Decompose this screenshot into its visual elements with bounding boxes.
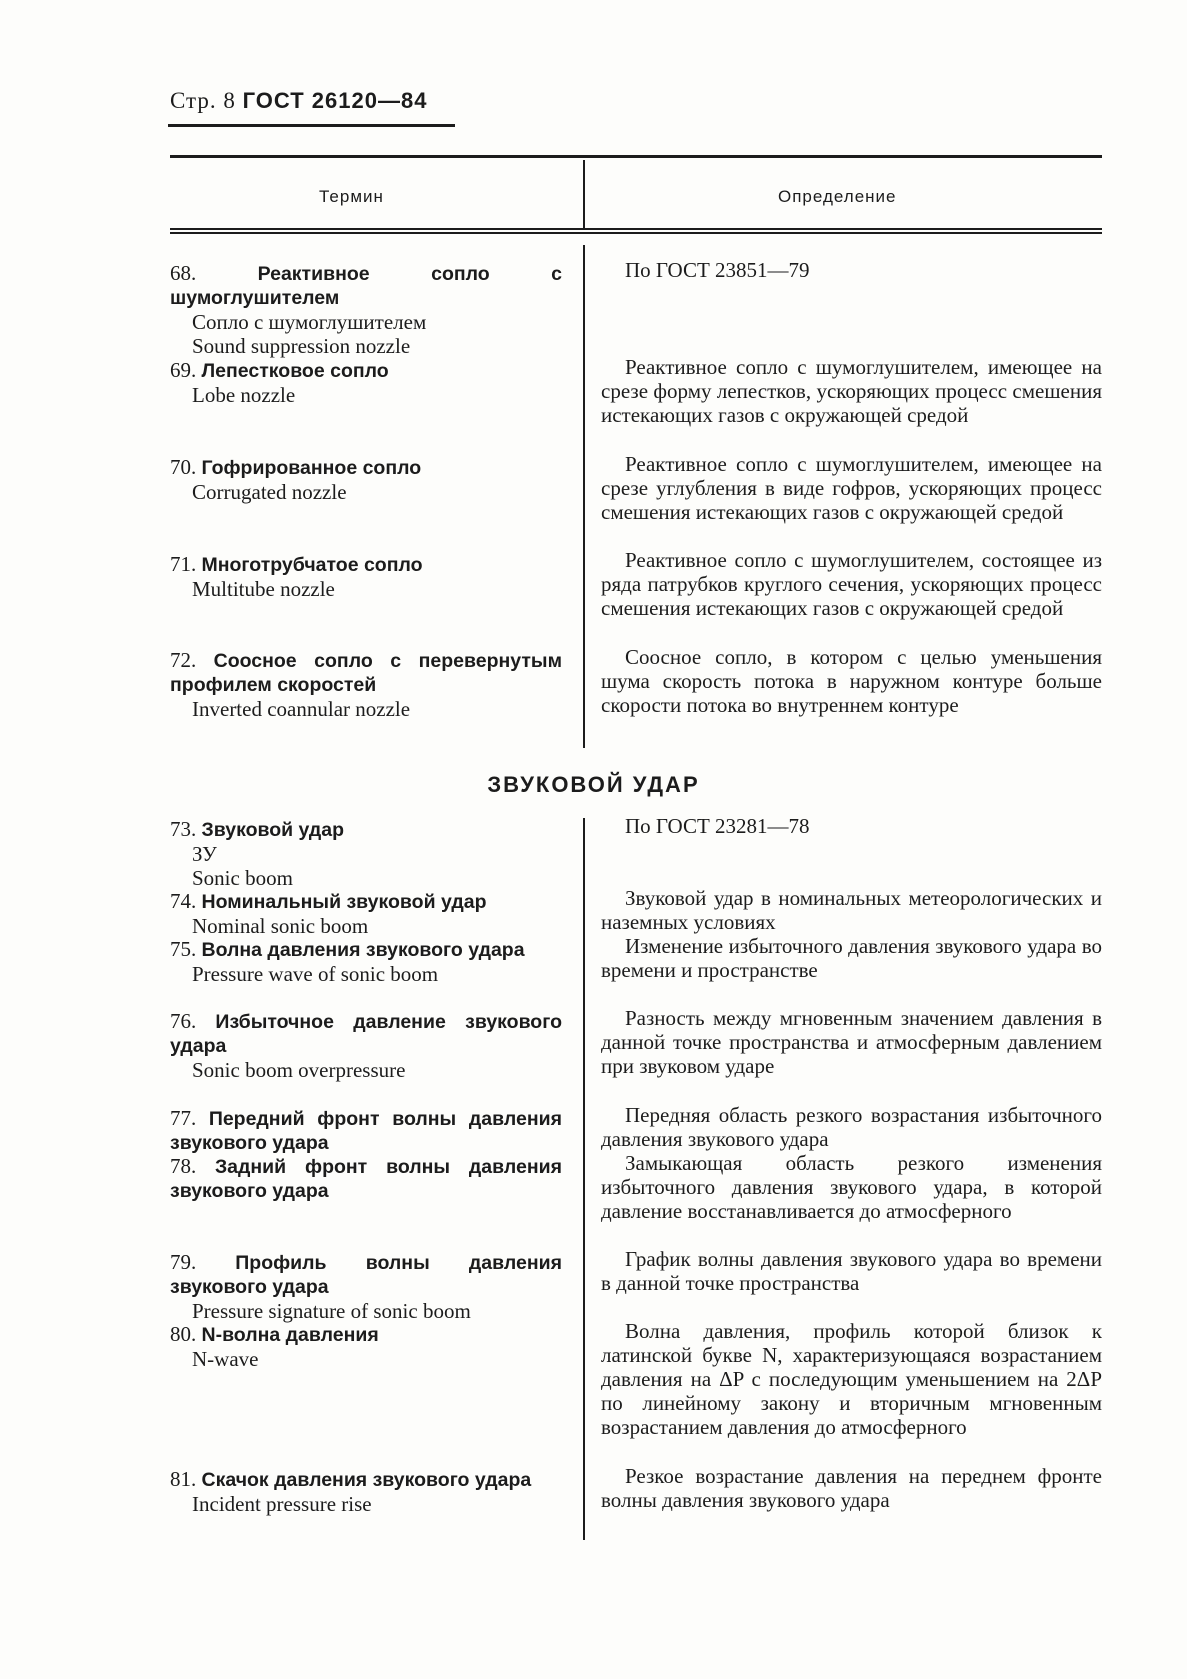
term-entry	[170, 937, 562, 986]
table-top-rule	[170, 155, 1102, 158]
term-text: Лепестковое сопло	[201, 360, 389, 382]
term-text: Избыточное давление звукового удара	[170, 1011, 562, 1057]
term-title	[170, 648, 562, 697]
term-entry	[170, 261, 562, 358]
term-number: 78.	[170, 1154, 215, 1178]
term-entry	[170, 552, 562, 601]
term-entry	[170, 648, 562, 721]
term-synonym: Pressure signature of sonic boom	[192, 1299, 471, 1323]
term-number: 74.	[170, 889, 202, 913]
term-text: Многотрубчатое сопло	[201, 554, 423, 576]
term-text: Реактивное сопло с шумоглушителем	[170, 263, 562, 309]
term-title	[170, 1009, 562, 1058]
term-synonym: Multitube nozzle	[192, 577, 335, 601]
term-text: Номинальный звуковой удар	[201, 891, 487, 913]
standard-number: ГОСТ 26120—84	[242, 88, 428, 113]
definition-entry: Соосное сопло, в котором с целью уменьшения шума скорость потока в наружном контуре больше скорости потока во внутреннем контуре	[601, 645, 1102, 717]
definition-entry: Резкое возрастание давления на переднем фронте волны давления звукового удара	[601, 1464, 1102, 1512]
term-title	[170, 937, 562, 962]
definition-entry: Реактивное сопло с шумоглушителем, состоящее из ряда патрубков круглого сечения, ускоряющих процесс смешения истекающих газов с окружающей средой	[601, 548, 1102, 620]
definition-entry: Изменение избыточного давления звукового удара во времени и пространстве	[601, 934, 1102, 982]
column-divider-upper	[583, 245, 585, 748]
section-title: ЗВУКОВОЙ УДАР	[487, 772, 700, 797]
term-number: 69.	[170, 358, 202, 382]
term-synonym: Pressure wave of sonic boom	[192, 962, 439, 986]
definition-entry: Звуковой удар в номинальных метеорологических и наземных условиях	[601, 886, 1102, 934]
page-number: Стр. 8	[170, 88, 236, 113]
term-entry	[170, 1250, 562, 1323]
term-title	[170, 817, 562, 842]
term-entry	[170, 1106, 562, 1155]
term-entry	[170, 889, 562, 938]
term-number: 72.	[170, 648, 214, 672]
term-title	[170, 455, 562, 480]
term-synonym: Sonic boom overpressure	[192, 1058, 406, 1082]
term-entry	[170, 817, 562, 890]
definition-entry: Разность между мгновенным значением давления в данной точке пространства и атмосферным давлением при звуковом ударе	[601, 1006, 1102, 1078]
column-header-definition: Определение	[778, 187, 897, 206]
term-title	[170, 1250, 562, 1299]
definition-entry: График волны давления звукового удара во времени в данной точке пространства	[601, 1247, 1102, 1295]
term-number: 80.	[170, 1322, 202, 1346]
term-title	[170, 552, 562, 577]
term-synonym: Сопло с шумоглушителем	[192, 310, 427, 334]
term-number: 68.	[170, 261, 258, 285]
header-underline	[168, 124, 455, 127]
term-text: Соосное сопло с перевернутым профилем скоростей	[170, 650, 562, 696]
table-header-rule	[170, 228, 1102, 234]
term-text: Скачок давления звукового удара	[201, 1469, 532, 1491]
term-text: Гофрированное сопло	[201, 457, 422, 479]
term-number: 76.	[170, 1009, 216, 1033]
term-number: 70.	[170, 455, 202, 479]
term-number: 73.	[170, 817, 202, 841]
term-synonym: Inverted coannular nozzle	[192, 697, 411, 721]
column-divider-lower	[583, 818, 585, 1540]
term-number: 79.	[170, 1250, 236, 1274]
term-entry	[170, 455, 562, 504]
definition-entry: Передняя область резкого возрастания избыточного давления звукового удара	[601, 1103, 1102, 1151]
term-title	[170, 1322, 562, 1347]
term-synonym: Corrugated nozzle	[192, 480, 347, 504]
term-synonym: Sonic boom	[192, 866, 293, 890]
definition-entry: Замыкающая область резкого изменения избыточного давления звукового удара, в которой давление восстанавливается до атмосферного	[601, 1151, 1102, 1223]
definition-entry: По ГОСТ 23851—79	[625, 258, 810, 282]
column-header-term: Термин	[319, 187, 384, 206]
definition-entry: Реактивное сопло с шумоглушителем, имеющее на срезе форму лепестков, ускоряющих процесс смешения истекающих газов с окружающей средой	[601, 355, 1102, 427]
term-text: Звуковой удар	[201, 819, 345, 841]
term-number: 81.	[170, 1467, 202, 1491]
term-entry	[170, 358, 562, 407]
definition-entry: Реактивное сопло с шумоглушителем, имеющее на срезе углубления в виде гофров, ускоряющих процесс смешения истекающих газов с окружающей средой	[601, 452, 1102, 524]
term-number: 71.	[170, 552, 202, 576]
term-title	[170, 1467, 562, 1492]
term-title	[170, 1106, 562, 1155]
term-text: Задний фронт волны давления звукового удара	[170, 1156, 562, 1202]
term-entry	[170, 1467, 562, 1516]
term-synonym: N-wave	[192, 1347, 259, 1371]
term-text: Профиль волны давления звукового удара	[170, 1252, 562, 1298]
page-header	[170, 88, 427, 114]
definition-entry: По ГОСТ 23281—78	[625, 814, 810, 838]
term-synonym: Sound suppression nozzle	[192, 334, 411, 358]
definition-entry: Волна давления, профиль которой близок к латинской букве N, характеризующаяся возрастанием давления на ΔP с последующим уменьшением на 2ΔP по линейному закону и вторичным мгновенным возрастанием давления до атмосферного	[601, 1319, 1102, 1439]
term-number: 77.	[170, 1106, 209, 1130]
column-divider-header	[583, 160, 585, 230]
term-text: Волна давления звукового удара	[201, 939, 525, 961]
term-entry	[170, 1322, 562, 1371]
term-number: 75.	[170, 937, 202, 961]
term-synonym: Nominal sonic boom	[192, 914, 369, 938]
term-synonym: Lobe nozzle	[192, 383, 296, 407]
term-title	[170, 358, 562, 383]
term-title	[170, 1154, 562, 1203]
term-synonym: ЗУ	[192, 842, 217, 866]
term-text: Передний фронт волны давления звукового удара	[170, 1108, 563, 1154]
term-synonym: Incident pressure rise	[192, 1492, 372, 1516]
term-title	[170, 889, 562, 914]
term-text: N-волна давления	[201, 1324, 379, 1346]
term-title	[170, 261, 562, 310]
term-entry	[170, 1009, 562, 1082]
term-entry	[170, 1154, 562, 1203]
